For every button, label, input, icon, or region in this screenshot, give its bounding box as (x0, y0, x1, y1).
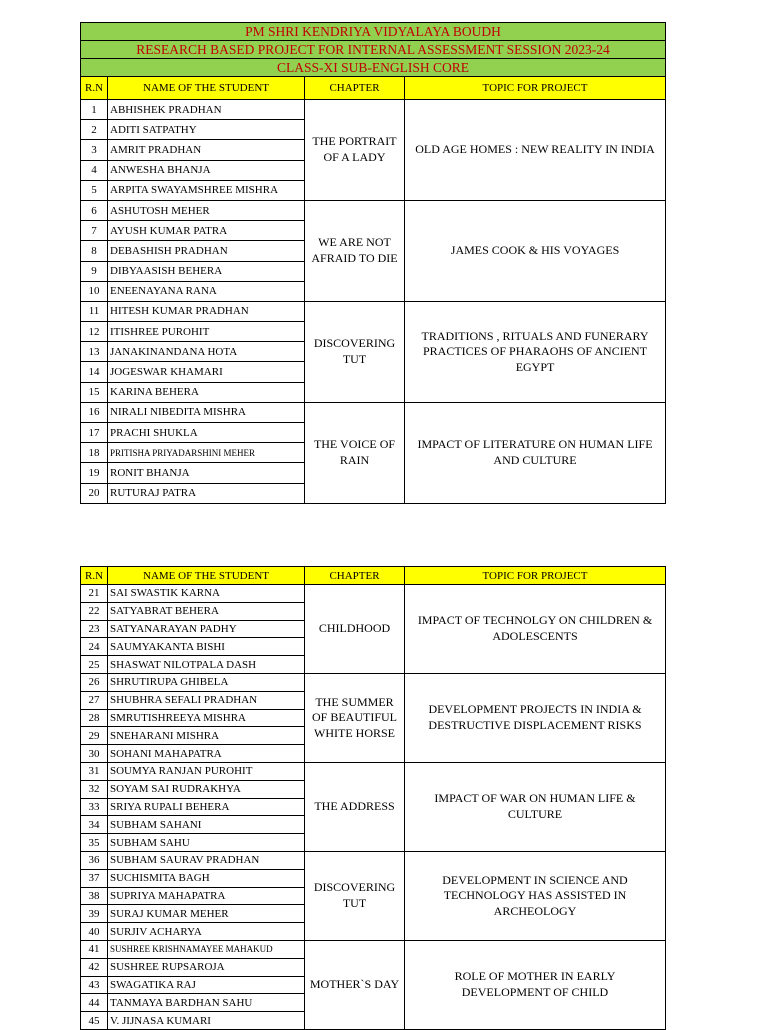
roll-number: 33 (81, 798, 108, 816)
roll-number: 32 (81, 780, 108, 798)
student-name: PRITISHA PRIYADARSHINI MEHER (108, 443, 305, 463)
topic-cell: IMPACT OF TECHNOLGY ON CHILDREN & ADOLESCENTS (405, 585, 666, 674)
student-name: SHRUTIRUPA GHIBELA (108, 673, 305, 691)
roll-number: 5 (81, 180, 108, 200)
table-row (81, 100, 666, 120)
roll-number: 27 (81, 691, 108, 709)
roll-number: 37 (81, 869, 108, 887)
roll-number: 26 (81, 673, 108, 691)
topic-cell: IMPACT OF WAR ON HUMAN LIFE & CULTURE (405, 762, 666, 851)
col-header-name: NAME OF THE STUDENT (108, 77, 305, 100)
roll-number: 1 (81, 100, 108, 120)
chapter-cell: THE PORTRAIT OF A LADY (305, 100, 405, 201)
roll-number: 18 (81, 443, 108, 463)
student-name: PRACHI SHUKLA (108, 423, 305, 443)
roll-number: 6 (81, 200, 108, 220)
roll-number: 10 (81, 281, 108, 301)
student-name: SUSHREE KRISHNAMAYEE MAHAKUD (108, 940, 305, 958)
student-name: SUSHREE RUPSAROJA (108, 958, 305, 976)
table-row (81, 851, 666, 869)
roll-number: 12 (81, 322, 108, 342)
roll-number: 44 (81, 994, 108, 1012)
student-name: TANMAYA BARDHAN SAHU (108, 994, 305, 1012)
student-name: SATYABRAT BEHERA (108, 602, 305, 620)
table-body (81, 585, 666, 1030)
roll-number: 35 (81, 834, 108, 852)
table-row (81, 585, 666, 603)
student-name: SRIYA RUPALI BEHERA (108, 798, 305, 816)
student-name: SUBHAM SAURAV PRADHAN (108, 851, 305, 869)
student-name: AYUSH KUMAR PATRA (108, 221, 305, 241)
student-name: SMRUTISHREEYA MISHRA (108, 709, 305, 727)
student-name: SNEHARANI MISHRA (108, 727, 305, 745)
topic-cell: IMPACT OF LITERATURE ON HUMAN LIFE AND CULTURE (405, 402, 666, 503)
student-name: SUCHISMITA BAGH (108, 869, 305, 887)
col-header-topic: TOPIC FOR PROJECT (405, 567, 666, 585)
student-name: SHASWAT NILOTPALA DASH (108, 656, 305, 674)
student-name: SURJIV ACHARYA (108, 923, 305, 941)
student-name: SUBHAM SAHANI (108, 816, 305, 834)
student-name: AMRIT PRADHAN (108, 140, 305, 160)
roll-number: 13 (81, 342, 108, 362)
student-name: DEBASHISH PRADHAN (108, 241, 305, 261)
roll-number: 38 (81, 887, 108, 905)
roll-number: 31 (81, 762, 108, 780)
roll-number: 21 (81, 585, 108, 603)
school-title: PM SHRI KENDRIYA VIDYALAYA BOUDH (81, 23, 666, 41)
roll-number: 39 (81, 905, 108, 923)
roll-number: 17 (81, 423, 108, 443)
student-name: SHUBHRA SEFALI PRADHAN (108, 691, 305, 709)
roll-number: 19 (81, 463, 108, 483)
roll-number: 16 (81, 402, 108, 422)
roll-number: 2 (81, 120, 108, 140)
roll-number: 28 (81, 709, 108, 727)
topic-cell: JAMES COOK & HIS VOYAGES (405, 200, 666, 301)
col-header-chapter: CHAPTER (305, 77, 405, 100)
class-title: CLASS-XI SUB-ENGLISH CORE (81, 59, 666, 77)
chapter-cell: MOTHER`S DAY (305, 940, 405, 1029)
roll-number: 22 (81, 602, 108, 620)
student-name: SATYANARAYAN PADHY (108, 620, 305, 638)
student-name: SUBHAM SAHU (108, 834, 305, 852)
student-name: SOHANI MAHAPATRA (108, 745, 305, 763)
student-name: ABHISHEK PRADHAN (108, 100, 305, 120)
roll-number: 11 (81, 301, 108, 321)
chapter-cell: DISCOVERING TUT (305, 301, 405, 402)
student-name: SOUMYA RANJAN PUROHIT (108, 762, 305, 780)
roll-number: 42 (81, 958, 108, 976)
table-row (81, 200, 666, 220)
table-row (81, 940, 666, 958)
table-row (81, 673, 666, 691)
roll-number: 3 (81, 140, 108, 160)
roll-number: 20 (81, 483, 108, 503)
roll-number: 29 (81, 727, 108, 745)
project-table-2 (80, 566, 666, 1030)
chapter-cell: DISCOVERING TUT (305, 851, 405, 940)
project-table-1 (80, 22, 666, 504)
roll-number: 9 (81, 261, 108, 281)
student-name: ITISHREE PUROHIT (108, 322, 305, 342)
roll-number: 14 (81, 362, 108, 382)
roll-number: 36 (81, 851, 108, 869)
student-name: KARINA BEHERA (108, 382, 305, 402)
student-name: HITESH KUMAR PRADHAN (108, 301, 305, 321)
student-name: ASHUTOSH MEHER (108, 200, 305, 220)
student-name: SWAGATIKA RAJ (108, 976, 305, 994)
student-name: NIRALI NIBEDITA MISHRA (108, 402, 305, 422)
roll-number: 41 (81, 940, 108, 958)
student-name: SUPRIYA MAHAPATRA (108, 887, 305, 905)
col-header-name: NAME OF THE STUDENT (108, 567, 305, 585)
student-name: SAI SWASTIK KARNA (108, 585, 305, 603)
student-name: ADITI SATPATHY (108, 120, 305, 140)
roll-number: 4 (81, 160, 108, 180)
roll-number: 24 (81, 638, 108, 656)
col-header-rn: R.N (81, 567, 108, 585)
student-name: V. JIJNASA KUMARI (108, 1012, 305, 1030)
topic-cell: TRADITIONS , RITUALS AND FUNERARY PRACTICES OF PHARAOHS OF ANCIENT EGYPT (405, 301, 666, 402)
chapter-cell: THE VOICE OF RAIN (305, 402, 405, 503)
topic-cell: DEVELOPMENT PROJECTS IN INDIA & DESTRUCTIVE DISPLACEMENT RISKS (405, 673, 666, 762)
roll-number: 40 (81, 923, 108, 941)
table-row (81, 402, 666, 422)
student-name: SURAJ KUMAR MEHER (108, 905, 305, 923)
topic-cell: ROLE OF MOTHER IN EARLY DEVELOPMENT OF CHILD (405, 940, 666, 1029)
roll-number: 25 (81, 656, 108, 674)
roll-number: 15 (81, 382, 108, 402)
roll-number: 30 (81, 745, 108, 763)
roll-number: 45 (81, 1012, 108, 1030)
col-header-topic: TOPIC FOR PROJECT (405, 77, 666, 100)
student-name: RONIT BHANJA (108, 463, 305, 483)
student-name: ENEENAYANA RANA (108, 281, 305, 301)
chapter-cell: THE SUMMER OF BEAUTIFUL WHITE HORSE (305, 673, 405, 762)
student-name: RUTURAJ PATRA (108, 483, 305, 503)
roll-number: 7 (81, 221, 108, 241)
roll-number: 43 (81, 976, 108, 994)
table-body (81, 100, 666, 504)
topic-cell: DEVELOPMENT IN SCIENCE AND TECHNOLOGY HAS ASSISTED IN ARCHEOLOGY (405, 851, 666, 940)
project-title: RESEARCH BASED PROJECT FOR INTERNAL ASSESSMENT SESSION 2023-24 (81, 41, 666, 59)
chapter-cell: CHILDHOOD (305, 585, 405, 674)
student-name: SAUMYAKANTA BISHI (108, 638, 305, 656)
table-row (81, 762, 666, 780)
table-row (81, 301, 666, 321)
student-name: DIBYAASISH BEHERA (108, 261, 305, 281)
roll-number: 8 (81, 241, 108, 261)
chapter-cell: THE ADDRESS (305, 762, 405, 851)
student-name: ARPITA SWAYAMSHREE MISHRA (108, 180, 305, 200)
col-header-chapter: CHAPTER (305, 567, 405, 585)
student-name: JANAKINANDANA HOTA (108, 342, 305, 362)
student-name: JOGESWAR KHAMARI (108, 362, 305, 382)
topic-cell: OLD AGE HOMES : NEW REALITY IN INDIA (405, 100, 666, 201)
chapter-cell: WE ARE NOT AFRAID TO DIE (305, 200, 405, 301)
roll-number: 23 (81, 620, 108, 638)
student-name: SOYAM SAI RUDRAKHYA (108, 780, 305, 798)
roll-number: 34 (81, 816, 108, 834)
student-name: ANWESHA BHANJA (108, 160, 305, 180)
col-header-rn: R.N (81, 77, 108, 100)
